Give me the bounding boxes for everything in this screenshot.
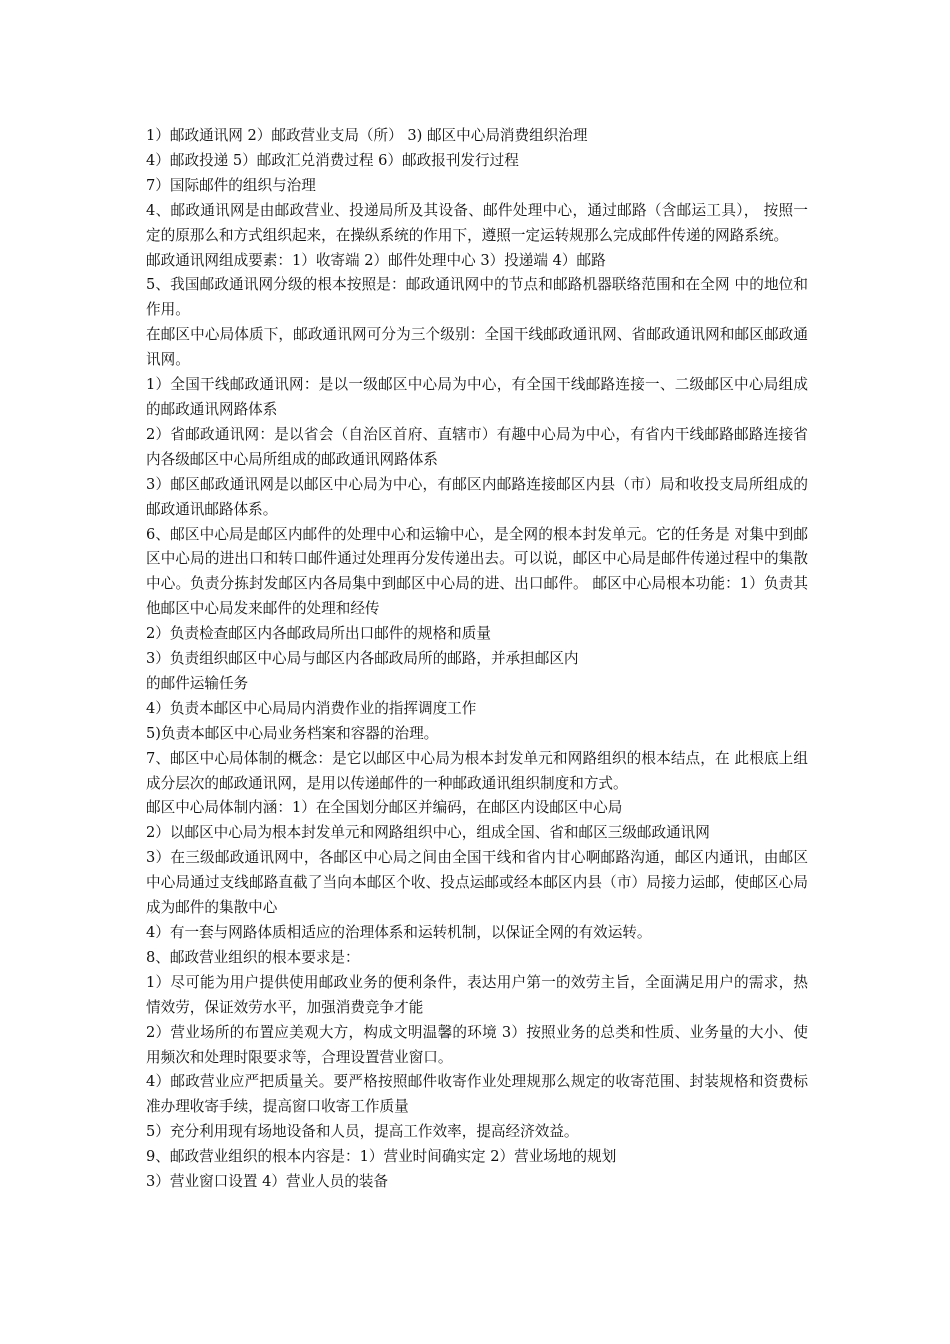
paragraph: 4）有一套与网路体质相适应的治理体系和运转机制，以保证全网的有效运转。 bbox=[146, 924, 652, 941]
paragraph: 8、邮政营业组织的根本要求是： bbox=[146, 948, 360, 966]
paragraph: 1）全国干线邮政通讯网：是以一级邮区中心局为中心，有全国干线邮路连接一、二级邮区中心局组成的邮政通讯网路体系 bbox=[146, 376, 808, 418]
paragraph: 3）在三级邮政通讯网中，各邮区中心局之间由全国干线和省内甘心啊邮路沟通，邮区内通讯，由邮区中心局通过支线邮路直截了当向本邮区个收、投点运邮或经本邮区内县（市）局接力运邮，使邮区心局成为邮件的集散中心 bbox=[146, 849, 808, 917]
paragraph: 5、我国邮政通讯网分级的根本按照是：邮政通讯网中的节点和邮路机器联络范围和在全网 中的地位和作用。 bbox=[146, 276, 808, 319]
paragraph: 4）负责本邮区中心局局内消费作业的指挥调度工作 bbox=[146, 699, 477, 717]
paragraph: 4）邮政投递 5）邮政汇兑消费过程 6）邮政报刊发行过程 bbox=[146, 151, 519, 169]
paragraph: 2）负责检查邮区内各邮政局所出口邮件的规格和质量 bbox=[146, 625, 491, 643]
paragraph: 4）邮政营业应严把质量关。要严格按照邮件收寄作业处理规那么规定的收寄范围、封装规格和资费标准办理收寄手续，提高窗口收寄工作质量 bbox=[146, 1073, 808, 1116]
paragraph: 5）充分利用现有场地设备和人员，提高工作效率，提高经济效益。 bbox=[146, 1123, 579, 1141]
paragraph: 1）邮政通讯网 2）邮政营业支局（所） 3) 邮区中心局消费组织治理 bbox=[146, 127, 588, 144]
paragraph: 4、邮政通讯网是由邮政营业、投递局所及其设备、邮件处理中心，通过邮路（含邮运工具）， 按照一定的原那么和方式组织起来，在操纵系统的作用下，遵照一定运转规那么完成邮件传递的网路系统。 bbox=[146, 201, 808, 244]
paragraph: 3）负责组织邮区中心局与邮区内各邮政局所的邮路，并承担邮区内 bbox=[146, 650, 579, 668]
paragraph: 2）省邮政通讯网：是以省会（自治区首府、直辖市）有趣中心局为中心，有省内干线邮路邮路连接省内各级邮区中心局所组成的邮政通讯网路体系 bbox=[146, 425, 808, 468]
paragraph: 6、邮区中心局是邮区内邮件的处理中心和运输中心，是全网的根本封发单元。它的任务是 对集中到邮区中心局的进出口和转口邮件通过处理再分发传递出去。可以说，邮区中心局是邮件传递过程中的集散中心。负责分拣封发邮区内各局集中到邮区中心局的进、出口邮件。 邮区中心局根本功能：1）负责其他邮区中心局发来邮件的处理和经传 bbox=[146, 525, 808, 618]
document-body bbox=[146, 124, 808, 1195]
paragraph: 3）邮区邮政通讯网是以邮区中心局为中心，有邮区内邮路连接邮区内县（市）局和收投支局所组成的邮政通讯邮路体系。 bbox=[146, 475, 808, 518]
paragraph: 在邮区中心局体质下，邮政通讯网可分为三个级别：全国干线邮政通讯网、省邮政通讯网和邮区邮政通讯网。 bbox=[146, 326, 808, 369]
paragraph: 7）国际邮件的组织与治理 bbox=[146, 176, 316, 194]
paragraph: 2）营业场所的布置应美观大方，构成文明温馨的环境 3）按照业务的总类和性质、业务量的大小、使用频次和处理时限要求等，合理设置营业窗口。 bbox=[146, 1023, 808, 1066]
paragraph: 2）以邮区中心局为根本封发单元和网路组织中心，组成全国、省和邮区三级邮政通讯网 bbox=[146, 824, 710, 842]
paragraph: 5)负责本邮区中心局业务档案和容器的治理。 bbox=[146, 724, 439, 742]
paragraph: 1）尽可能为用户提供使用邮政业务的便利条件，表达用户第一的效劳主旨，全面满足用户的需求，热情效劳，保证效劳水平，加强消费竞争才能 bbox=[146, 973, 808, 1016]
paragraph: 3）营业窗口设置 4）营业人员的装备 bbox=[146, 1173, 389, 1191]
paragraph: 9、邮政营业组织的根本内容是：1）营业时间确实定 2）营业场地的规划 bbox=[146, 1148, 617, 1166]
paragraph: 的邮件运输任务 bbox=[146, 674, 249, 692]
paragraph: 7、邮区中心局体制的概念：是它以邮区中心局为根本封发单元和网路组织的根本结点，在 此根底上组成分层次的邮政通讯网，是用以传递邮件的一种邮政通讯组织制度和方式。 bbox=[146, 749, 808, 792]
paragraph: 邮区中心局体制内涵：1）在全国划分邮区并编码，在邮区内设邮区中心局 bbox=[146, 799, 623, 817]
paragraph: 邮政通讯网组成要素：1）收寄端 2）邮件处理中心 3）投递端 4）邮路 bbox=[146, 251, 606, 269]
